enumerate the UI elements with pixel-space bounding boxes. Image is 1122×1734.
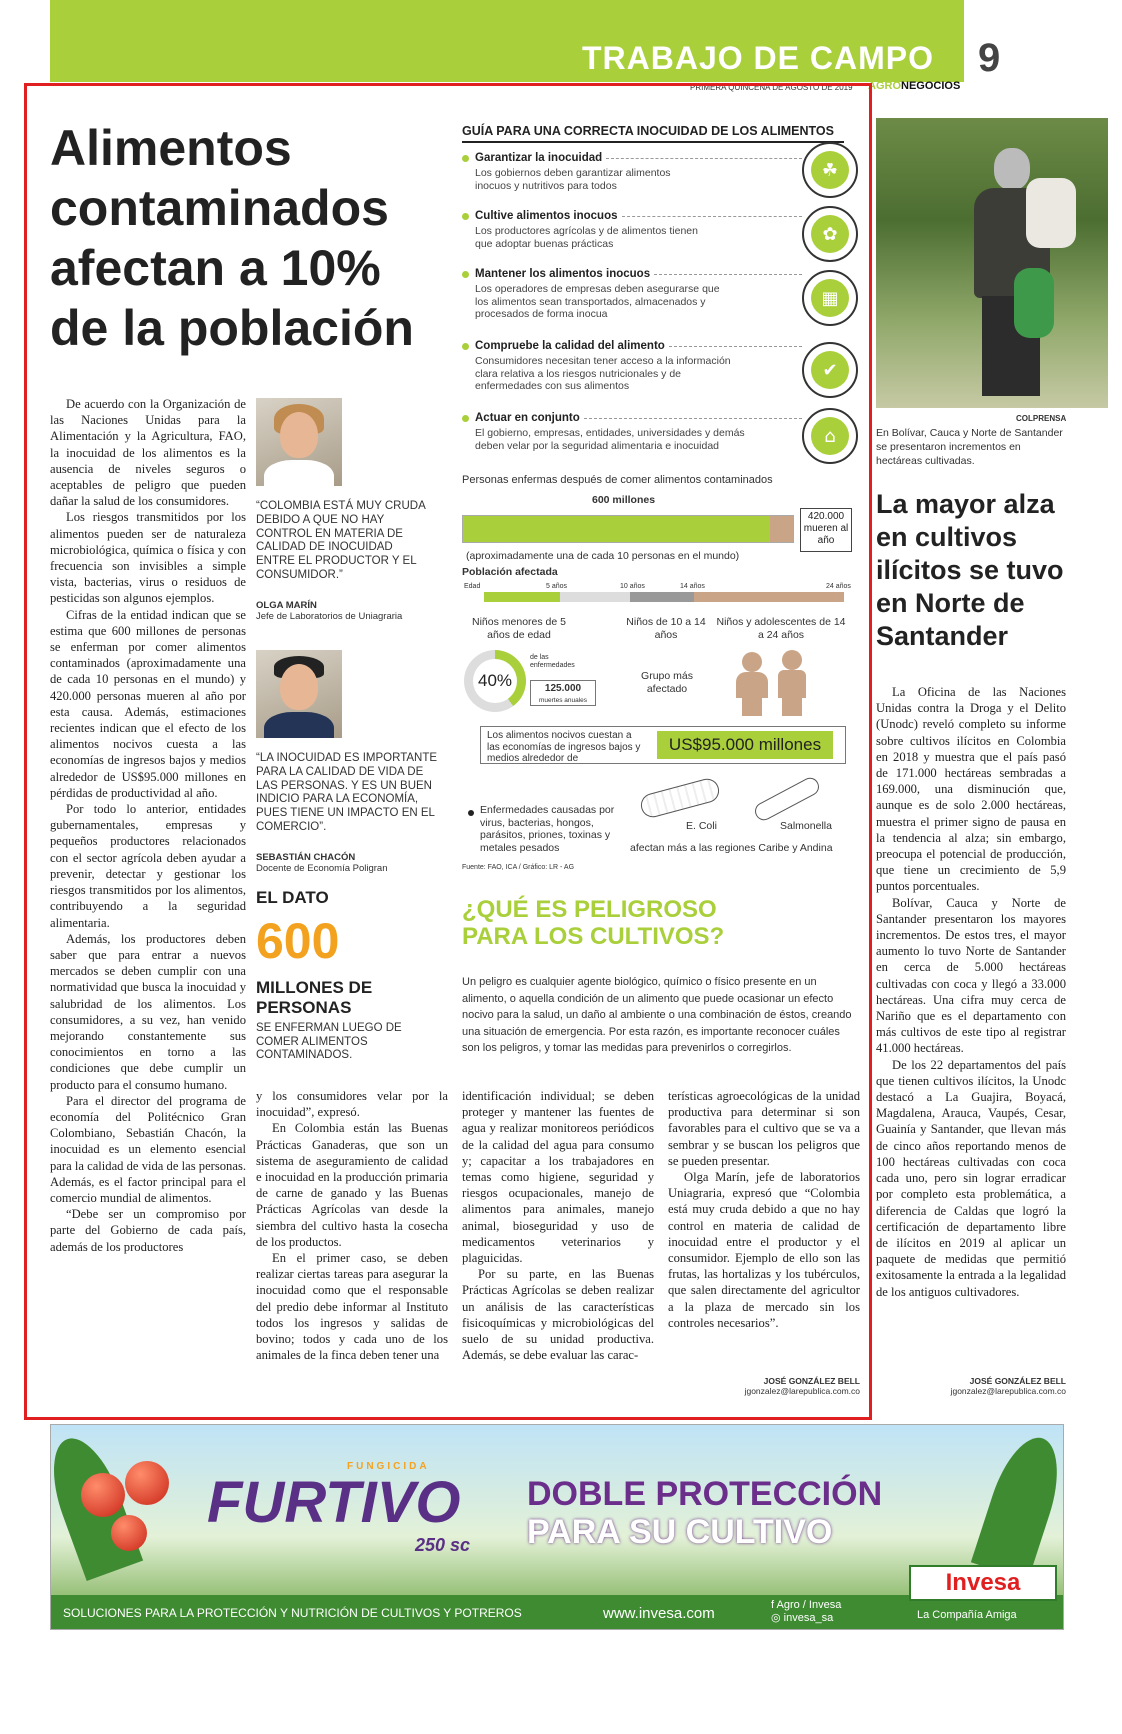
article-column-3 xyxy=(462,1088,654,1363)
age-tick: 10 años xyxy=(620,583,645,590)
facebook-icon: f xyxy=(771,1599,777,1611)
byline-email: jgonzalez@larepublica.com.co xyxy=(744,1386,860,1396)
age-tick: 24 años xyxy=(826,583,851,590)
leaf-decoration xyxy=(971,1429,1064,1581)
data-callout-label: EL DATO xyxy=(256,888,329,907)
paragraph: Cifras de la entidad indican que se estima que 600 millones de personas se enferman por comer alimentos contaminados (aproximadamente una de cada 10 personas en el mundo) y 420.000 personas mueren al año por esta causa. Además, estimaciones recientes indican que el efecto de los alimentos nocivos cuesta a las economías de ingresos bajos y medios alrededor de US$95.000 millones en pérdidas de productividad al año. xyxy=(50,607,246,800)
donut-value: 40% xyxy=(473,659,517,703)
guide-item-text: Consumidores necesitan tener acceso a la información clara relativa a los riesgos nutricionales y de enfermedades con sus alimentos xyxy=(475,355,731,392)
furtivo-advertisement[interactable] xyxy=(50,1424,1064,1630)
guide-item-1 xyxy=(462,152,802,192)
age-bar-5-10 xyxy=(560,592,630,602)
sick-chart-note: (aproximadamente una de cada 10 personas en el mundo) xyxy=(466,550,740,562)
paragraph: En el primer caso, se deben realizar ciertas tareas para asegurar la inocuidad como que el responsable del predio debe informar al Instituto todos los ingresos y salidas de bovino; todos y cada uno de los animales de la finca deben tener una xyxy=(256,1251,448,1363)
annual-deaths-value: 125.000 xyxy=(544,683,582,694)
age-bar-0-5 xyxy=(484,592,560,602)
byline-name: JOSÉ GONZÁLEZ BELL xyxy=(969,1376,1066,1386)
guide-item-text: Los productores agrícolas y de alimentos tienen que adoptar buenas prácticas xyxy=(475,225,698,250)
paragraph: terísticas agroecológicas de la unidad productiva para determinar si son favorables para el cultivo que se va a sembrar y se buscan los peligros que se pueden presentar. xyxy=(668,1089,860,1168)
quote-1-attribution xyxy=(256,600,436,622)
age-tick: 5 años xyxy=(546,583,568,590)
instagram-icon: ◎ xyxy=(771,1612,784,1624)
main-article-byline xyxy=(700,1376,860,1396)
paragraph: “Debe ser un compromiso por parte del Gobierno de cada país, además de los productores xyxy=(50,1207,246,1254)
child-figure-icon xyxy=(734,652,770,716)
ecoli-icon xyxy=(638,776,721,820)
issue-date: PRIMERA QUINCENA DE AGOSTO DE 2019 xyxy=(690,83,853,92)
ad-slogan-line-2: PARA SU CULTIVO xyxy=(527,1513,833,1551)
paragraph: De acuerdo con la Organización de las Naciones Unidas para la Alimentación y la Agricultura, FAO, la inocuidad de los alimentos es la ausencia de niveles seguros o aceptables de peligro que pueden dañar la salud de los consumidores. xyxy=(50,397,246,509)
guide-item-heading: Garantizar la inocuidad xyxy=(475,152,603,164)
annual-deaths-caption: muertes anuales xyxy=(538,697,588,704)
guide-item-5 xyxy=(462,412,802,452)
quote-1-name: OLGA MARÍN xyxy=(256,600,317,611)
guide-item-heading: Mantener los alimentos inocuos xyxy=(475,268,651,280)
paragraph: La Oficina de las Naciones Unidas contra la Droga y el Delito (Unodc) reveló completo su informe sobre cultivos ilícitos en Colombia en 2018 y muestra que el país pasó de 171.000 hectáreas sembradas a 169.000, una disminución que, aunque es de solo 2.000 hectáreas, muestra el primer signo de pausa en la tendencia al alza; sin embargo, preocupa el potencial de producción, que tiene un crecimiento de 5,9 puntos porcentuales. xyxy=(876,685,1066,894)
guide-item-text: Los operadores de empresas deben asegurarse que los alimentos sean transportados, almacenados y procesados de forma inocua xyxy=(475,283,720,320)
paragraph: Además, los productores deben saber que para entrar a nuevos mercados se deben cumplir con una normatividad que busca la inocuidad y salubridad de los alimentos. Los consumidores, a su vez, han venido mejorando constantemente sus conocimientos en torno a las condiciones que debe cumplir un producto para el consumo humano. xyxy=(50,931,246,1092)
paragraph: En Colombia están las Buenas Prácticas Ganaderas, que son un sistema de aseguramiento de calidad e inocuidad en la producción primaria de carne de ganado y las Buenas Prácticas Agrícolas van desde la siembra del cultivo hasta la cosecha de los productos. xyxy=(256,1121,448,1249)
guide-item-heading: Compruebe la calidad del alimento xyxy=(475,340,665,352)
economic-cost-box xyxy=(480,726,846,764)
regions-text: afectan más a las regiones Caribe y Andina xyxy=(630,842,833,854)
ad-volume: 250 sc xyxy=(415,1535,471,1555)
paragraph: y los consumidores velar por la inocuidad”, expresó. xyxy=(256,1089,448,1120)
basket-icon: ▦ xyxy=(802,270,858,326)
group-label-14-24: Niños y adolescentes de 14 a 24 años xyxy=(716,616,846,641)
dead-count-box: 420.000 mueren al año xyxy=(800,508,852,552)
section-title: TRABAJO DE CAMPO xyxy=(581,40,934,76)
byline-name: JOSÉ GONZÁLEZ BELL xyxy=(763,1376,860,1386)
sprout-icon: ✿ xyxy=(802,206,858,262)
farmer-spraying-photo xyxy=(876,118,1108,408)
ad-brand: FURTIVO xyxy=(207,1470,461,1535)
data-callout-description: SE ENFERMAN LUEGO DE COMER ALIMENTOS CONTAMINADOS. xyxy=(256,1022,402,1061)
affected-share-donut xyxy=(464,650,526,712)
brand-prefix: AGRO xyxy=(868,80,901,92)
paragraph: Por todo lo anterior, entidades gubernamentales, empresas y pequeños productores relacionados con el sector agrícola deben ayudar a prevenir, detectar y gestionar los riesgos transmitidos por los alimentos, contribuyendo a la seguridad alimentaria. xyxy=(50,802,246,930)
guide-title: GUÍA PARA UNA CORRECTA INOCUIDAD DE LOS ALIMENTOS xyxy=(462,124,844,143)
ad-tagline: SOLUCIONES PARA LA PROTECCIÓN Y NUTRICIÓN DE CULTIVOS Y POTREROS xyxy=(63,1606,522,1620)
child-figure-icon xyxy=(774,650,810,716)
ecoli-label: E. Coli xyxy=(686,820,717,832)
ad-slogan-line-1: DOBLE PROTECCIÓN xyxy=(527,1475,883,1513)
right-article-body xyxy=(876,684,1066,1300)
instagram-handle[interactable]: invesa_sa xyxy=(783,1612,834,1624)
age-bar-10-14 xyxy=(630,592,694,602)
sidebar-text: Un peligro es cualquier agente biológico, químico o físico presente en un alimento, o aquella condición de un alimento que puede ocasionar un efecto nocivo para la salud, un daño al ambiente o una combinación de éstos, creando una situación de emergencia. Por esta razón, es importante reconocer cuáles son los peligros, y tomar las medidas para prevenirlos o corregirlos. xyxy=(462,976,852,1054)
paragraph: Por su parte, en las Buenas Prácticas Agrícolas se deben realizar un análisis de las características fisicoquímicas y microbiológicas del suelo de su unidad productiva. Además, se debe evaluar las carac- xyxy=(462,1267,654,1363)
data-callout-number: 600 xyxy=(256,913,340,969)
sick-bar-fill xyxy=(463,516,770,542)
ad-kicker: FUNGICIDA xyxy=(347,1461,430,1472)
group-label-under-5: Niños menores de 5 años de edad xyxy=(472,616,566,641)
data-callout-unit: MILLONES DE PERSONAS xyxy=(256,978,373,1017)
byline-email: jgonzalez@larepublica.com.co xyxy=(950,1386,1066,1396)
article-column-4 xyxy=(668,1088,860,1331)
sick-chart-total: 600 millones xyxy=(592,494,656,506)
salmonella-label: Salmonella xyxy=(780,820,832,832)
group-label-10-14: Niños de 10 a 14 años xyxy=(626,616,706,641)
main-headline: Alimentos contaminados afectan a 10% de la población xyxy=(50,120,414,356)
diseases-bullet xyxy=(468,810,474,816)
diseases-text: Enfermedades causadas por virus, bacterias, hongos, parásitos, priones, toxinas y metales pesados xyxy=(480,804,615,854)
article-column-2 xyxy=(256,1088,448,1363)
sick-chart-title: Personas enfermas después de comer alimentos contaminados xyxy=(462,474,773,486)
ad-website-link[interactable]: www.invesa.com xyxy=(603,1605,715,1622)
page-number: 9 xyxy=(978,36,1001,80)
tomato-icon xyxy=(125,1461,169,1505)
paragraph: Para el director del programa de economía del Politécnico Gran Colombiano, Sebastián Chacón, la inocuidad es un elemento esencial para la calidad de vida de las personas. Además, es el factor principal para el comercio mundial de alimentos. xyxy=(50,1093,246,1205)
tomato-icon xyxy=(111,1515,147,1551)
quote-2-role: Docente de Economía Poligran xyxy=(256,863,388,874)
paragraph: Olga Marín, jefe de laboratorios Uniagraria, expresó que “Colombia está muy cruda debido a que no hay control en materia de calidad de inocuidad entre el productor y el consumidor. Ejemplo de ello son las frutas, las hortalizas y los tubérculos, que salen directamente del agricultor a la plaza de mercado sin los controles necesarios”. xyxy=(668,1170,860,1330)
guide-item-text: El gobierno, empresas, entidades, universidades y demás deben velar por la seguridad alimentaria e inocuidad xyxy=(475,427,745,452)
sidebar-title: ¿QUÉ ES PELIGROSO PARA LOS CULTIVOS? xyxy=(462,896,725,950)
paragraph: Los riesgos transmitidos por los alimentos pueden ser de naturaleza microbiológica, química o física y con frecuencia son invisibles a simple vista, bacterias, virus o residuos de pesticidas son algunos ejemplos. xyxy=(50,510,246,606)
ad-social-links[interactable] xyxy=(771,1599,841,1625)
dead-bar-fill xyxy=(770,516,793,542)
age-axis-label: Edad xyxy=(464,583,481,590)
quote-2-attribution xyxy=(256,852,436,874)
paragraph: Bolívar, Cauca y Norte de Santander presentaron los mayores incrementos. De estos tres, el mayor aumento lo tuvo Norte de Santander en cerca de 5.000 hectáreas cultivadas con coca y llegó a 33.000 hectáreas. Una cifra muy cerca de Nariño que es el departamento con más cultivos de este tipo al registrar 41.000 hectáreas. xyxy=(876,895,1066,1056)
economic-cost-value: US$95.000 millones xyxy=(657,731,833,759)
salmonella-icon xyxy=(752,775,822,824)
checklist-icon: ✔ xyxy=(802,342,858,398)
photo-caption: En Bolívar, Cauca y Norte de Santander se presentaron incrementos en hectáreas cultivadas. xyxy=(876,427,1063,467)
invesa-slogan: La Compañía Amiga xyxy=(917,1609,1017,1621)
secondary-headline: La mayor alza en cultivos ilícitos se tuvo en Norte de Santander xyxy=(876,489,1064,651)
population-title: Población afectada xyxy=(462,566,558,578)
economic-cost-text: Los alimentos nocivos cuestan a las economías de ingresos bajos y medios alrededor de xyxy=(487,730,641,764)
infographic-source: Fuente: FAO, ICA / Gráfico: LR - AG xyxy=(462,864,575,871)
guide-item-2 xyxy=(462,210,802,250)
quote-1-role: Jefe de Laboratorios de Uniagraria xyxy=(256,611,403,622)
quote-2-name: SEBASTIÁN CHACÓN xyxy=(256,852,356,863)
paragraph: De los 22 departamentos del país que tienen cultivos ilícitos, la Unodc destacó a La Guajira, Boyacá, Magdalena, Arauca, Vaupés, Cesar, Guainía y Santander, que llevan más de cinco años reportando menos de 100 hectáreas cultivadas con coca cada uno, pero sin lograr erradicar por completo esta problemática, a diferencia de Caldas que logró la certificación de departamento libre de ilícitos en 2019 al aplicar un paquete de medidas que permitió exitosamente la entrada a la legalidad de los antiguos cultivadores. xyxy=(876,1057,1066,1299)
donut-caption: de las enfermedades xyxy=(530,654,575,669)
pull-quote-1: “COLOMBIA ESTÁ MUY CRUDA DEBIDO A QUE NO HAY CONTROL EN MATERIA DE CALIDAD DE INOCUIDAD ENTRE EL PRODUCTOR Y EL CONSUMIDOR.” xyxy=(256,500,426,581)
section-header-band xyxy=(50,0,964,82)
photo-credit: COLPRENSA xyxy=(1016,414,1067,423)
brand-suffix: NEGOCIOS xyxy=(901,80,961,92)
portrait-olga-marin xyxy=(256,398,342,486)
invesa-logo: Invesa xyxy=(909,1565,1057,1601)
most-affected-label: Grupo más afectado xyxy=(641,670,693,695)
article-column-1 xyxy=(50,396,246,1255)
age-bar-14-24 xyxy=(694,592,844,602)
annual-deaths-box xyxy=(530,680,596,706)
publication-logo xyxy=(868,80,960,92)
portrait-sebastian-chacon xyxy=(256,650,342,738)
age-tick: 14 años xyxy=(680,583,705,590)
sick-chart-bar xyxy=(462,515,794,543)
right-article-byline xyxy=(906,1376,1066,1396)
paragraph: identificación individual; se deben proteger y mantener las fuentes de agua y realizar monitoreos periódicos de la calidad del agua para consumo y; capacitar a los trabajadores en temas como higiene, seguridad y riesgos ocupacionales, manejo de alimentos para animales, manejo animal, bioseguridad y uso de medicamentos veterinarios y plaguicidas. xyxy=(462,1089,654,1266)
facebook-handle[interactable]: Agro / Invesa xyxy=(776,1599,842,1611)
guide-item-3 xyxy=(462,268,802,321)
vegetables-icon: ☘ xyxy=(802,142,858,198)
guide-item-text: Los gobiernos deben garantizar alimentos inocuos y nutritivos para todos xyxy=(475,167,671,192)
guide-item-heading: Cultive alimentos inocuos xyxy=(475,210,618,222)
tomato-icon xyxy=(81,1473,125,1517)
guide-item-heading: Actuar en conjunto xyxy=(475,412,580,424)
guide-item-4 xyxy=(462,340,802,393)
pull-quote-2: “LA INOCUIDAD ES IMPORTANTE PARA LA CALIDAD DE VIDA DE LAS PERSONAS. Y ES UN BUEN INDICIO PARA LA ECONOMÍA, PUES TIENE UN IMPACTO EN EL COMERCIO”. xyxy=(256,752,438,833)
institution-icon: ⌂ xyxy=(802,408,858,464)
